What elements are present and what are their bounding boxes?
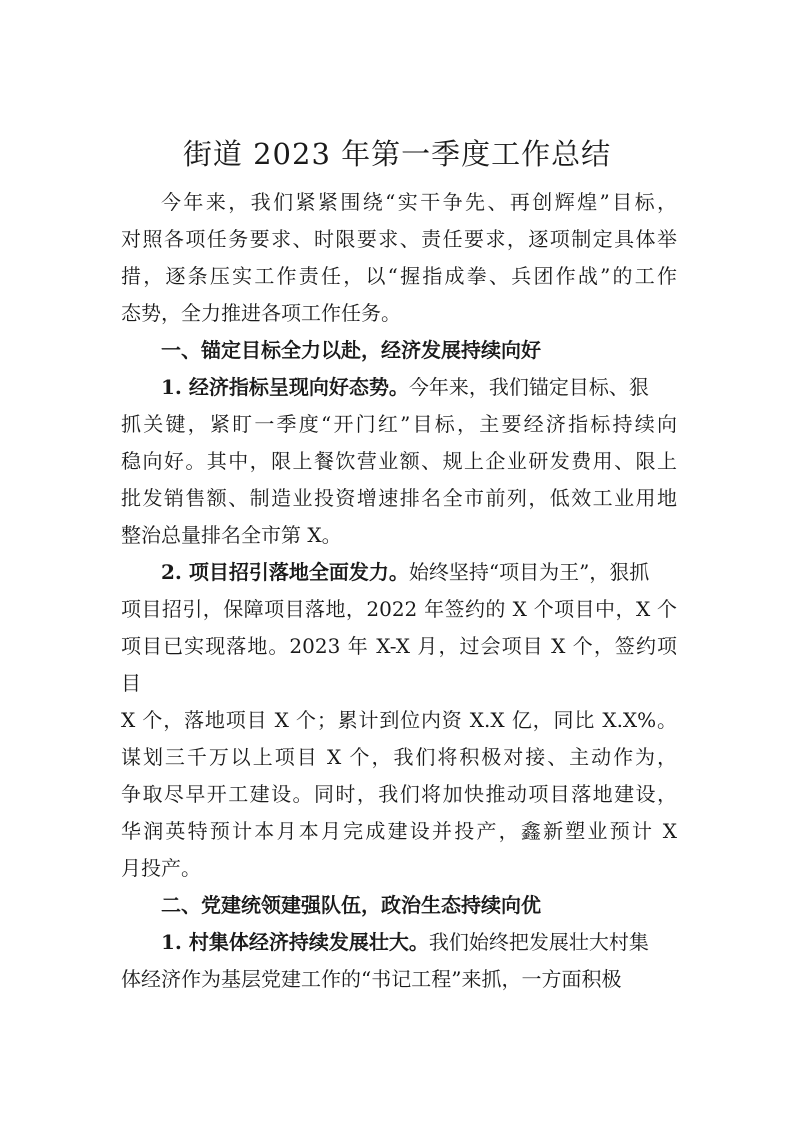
paragraph-line: 项目招引，保障项目落地，2022 年签约的 X 个项目中，X 个 — [121, 597, 677, 621]
paragraph-line: 月投产。 — [121, 856, 201, 880]
intro-line: 对照各项任务要求、时限要求、责任要求，逐项制定具体举 — [121, 227, 677, 251]
item-lead: 2. 项目招引落地全面发力。 — [161, 560, 409, 584]
section-heading: 一、锚定目标全力以赴，经济发展持续向好 — [161, 338, 541, 362]
item-text: 我们始终把发展壮大村集 — [428, 930, 649, 954]
item-first-line — [161, 375, 677, 399]
paragraph-line: 项目已实现落地。2023 年 X-X 月，过会项目 X 个，签约项 — [121, 634, 677, 658]
paragraph-line: 争取尽早开工建设。同时，我们将加快推动项目落地建设， — [121, 782, 677, 806]
item-text: 始终坚持“项目为王”，狠抓 — [408, 560, 650, 584]
item-text: 今年来，我们锚定目标、狠 — [408, 375, 649, 399]
section-heading: 二、党建统领建强队伍，政治生态持续向优 — [161, 893, 541, 917]
paragraph-line: 目 — [121, 671, 141, 695]
item-first-line — [161, 930, 677, 954]
item-lead: 1. 村集体经济持续发展壮大。 — [161, 930, 429, 954]
paragraph-line: 批发销售额、制造业投资增速排名全市前列，低效工业用地 — [121, 486, 677, 510]
document-title: 街道 2023 年第一季度工作总结 — [182, 137, 612, 171]
paragraph-line: X 个，落地项目 X 个；累计到位内资 X.X 亿，同比 X.X%。 — [121, 708, 677, 732]
paragraph-line: 稳向好。其中，限上餐饮营业额、规上企业研发费用、限上 — [121, 449, 677, 473]
paragraph-line: 体经济作为基层党建工作的“书记工程”来抓，一方面积极 — [121, 967, 622, 991]
paragraph-line: 抓关键，紧盯一季度“开门红”目标，主要经济指标持续向 — [121, 412, 677, 436]
intro-line: 今年来，我们紧紧围绕“实干争先、再创辉煌”目标， — [161, 190, 677, 214]
paragraph-line: 谋划三千万以上项目 X 个，我们将积极对接、主动作为， — [121, 745, 677, 769]
intro-line: 态势，全力推进各项工作任务。 — [121, 301, 401, 325]
item-first-line — [161, 560, 677, 584]
intro-line: 措，逐条压实工作责任，以“握指成拳、兵团作战”的工作 — [121, 264, 677, 288]
paragraph-line: 整治总量排名全市第 X。 — [121, 523, 342, 547]
item-lead: 1. 经济指标呈现向好态势。 — [161, 375, 409, 399]
paragraph-line: 华润英特预计本月本月完成建设并投产，鑫新塑业预计 X — [121, 819, 677, 843]
